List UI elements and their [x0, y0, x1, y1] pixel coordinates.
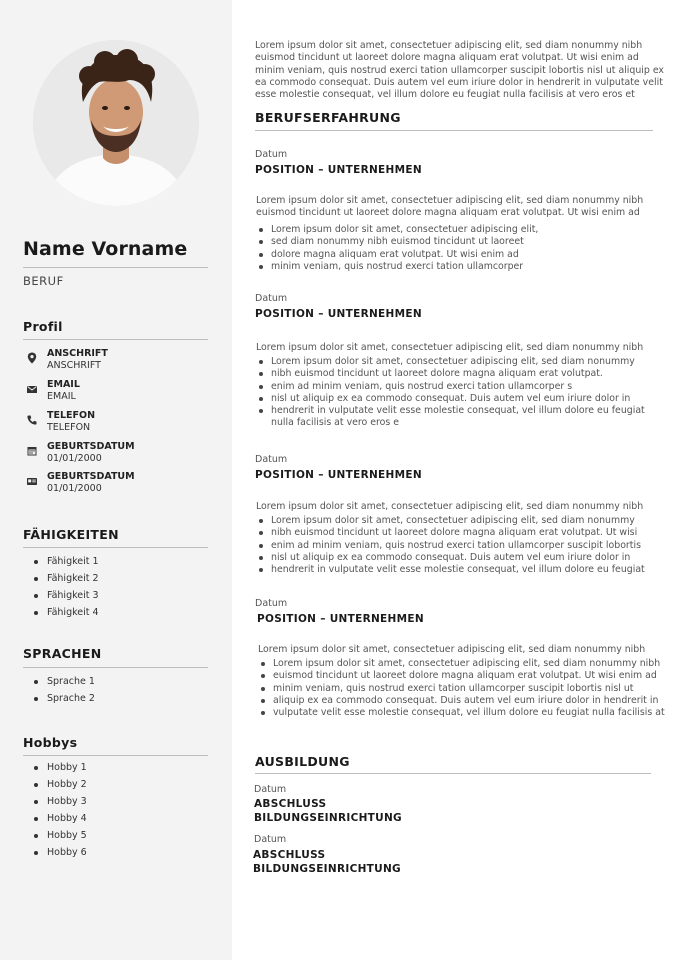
bullet-item: hendrerit in vulputate velit esse molestie consequat, vel illum dolore eu feugiat [259, 564, 669, 576]
bullet-item: aliquip ex ea commodo consequat. Duis autem vel eum iriure dolor in hendrerit in [261, 695, 671, 707]
divider [23, 547, 208, 548]
contact-value: TELEFON [47, 422, 91, 433]
divider [255, 130, 653, 131]
full-name: Name Vorname [23, 238, 188, 260]
bullet-item: Lorem ipsum dolor sit amet, consectetuer adipiscing elit, sed diam nonummy nibh [261, 658, 671, 670]
skills-heading: FÄHIGKEITEN [23, 527, 119, 542]
hobbies-heading: Hobbys [23, 735, 78, 750]
language-item: Sprache 2 [34, 690, 95, 707]
bullet-item: hendrerit in vulputate velit esse molestie consequat, vel illum dolore eu feugiat nulla facilisis at vero eros e [259, 405, 651, 430]
bullet-item: Lorem ipsum dolor sit amet, consectetuer adipiscing elit, sed diam nonummy [259, 356, 669, 368]
divider [23, 755, 208, 756]
divider [23, 267, 208, 268]
job-description: Lorem ipsum dolor sit amet, consectetuer adipiscing elit, sed diam nonummy nibh [258, 644, 646, 655]
hobby-item: Hobby 4 [34, 810, 87, 827]
hobby-item: Hobby 6 [34, 844, 87, 861]
skill-item: Fähigkeit 2 [34, 570, 99, 587]
job-position: POSITION – UNTERNEHMEN [255, 308, 422, 320]
skill-item: Fähigkeit 3 [34, 587, 99, 604]
contact-label: GEBURTSDATUM [47, 441, 135, 452]
education-entry [254, 797, 402, 825]
job-date: Datum [255, 598, 288, 609]
bullet-item: nibh euismod tincidunt ut laoreet dolore magna aliquam erat volutpat. [259, 368, 669, 380]
intro-paragraph: Lorem ipsum dolor sit amet, consectetuer adipiscing elit, sed diam nonummy nibh euismod tincidunt ut laoreet dolore magna aliquam erat volutpat. Ut wisi enim ad minim veniam, quis nostrud exerci tation ullamcorper suscipit lobortis nisl ut aliquip ex ea commodo consequat. Duis autem vel eum iriure dolor in hendrerit in vulputate velit esse molestie consequat, vel illum dolore eu feugiat nulla facilisis at vero eros et [255, 40, 664, 101]
languages-list [34, 673, 95, 707]
contact-label: EMAIL [47, 379, 80, 390]
bullet-item: minim veniam, quis nostrud exerci tation ullamcorper suscipit lobortis nisl ut [261, 683, 671, 695]
phone-icon [26, 411, 38, 423]
education-degree: ABSCHLUSS [253, 849, 326, 861]
job-bullets [259, 356, 669, 430]
bullet-item: sed diam nonummy nibh euismod tincidunt ut laoreet [259, 236, 669, 248]
education-date: Datum [254, 784, 287, 795]
contact-label: TELEFON [47, 410, 96, 421]
language-item: Sprache 1 [34, 673, 95, 690]
contact-label: ANSCHRIFT [47, 348, 108, 359]
divider [23, 339, 208, 340]
calendar-icon [26, 442, 38, 454]
education-date: Datum [254, 834, 287, 845]
bullet-item: nisl ut aliquip ex ea commodo consequat. Duis autem vel eum iriure dolor in [259, 552, 669, 564]
bullet-item: dolore magna aliquam erat volutpat. Ut wisi enim ad [259, 249, 669, 261]
job-description: Lorem ipsum dolor sit amet, consectetuer adipiscing elit, sed diam nonummy nibh euismod tincidunt ut laoreet dolore magna aliquam erat volutpat. Ut wisi enim ad [256, 195, 644, 219]
hobby-item: Hobby 1 [34, 759, 87, 776]
bullet-item: minim veniam, quis nostrud exerci tation ullamcorper [259, 261, 669, 273]
languages-heading: SPRACHEN [23, 646, 102, 661]
hobby-item: Hobby 3 [34, 793, 87, 810]
job-bullets [259, 515, 669, 576]
job-position: POSITION – UNTERNEHMEN [255, 469, 422, 481]
bullet-item: nibh euismod tincidunt ut laoreet dolore magna aliquam erat volutpat. Ut wisi [259, 527, 669, 539]
profile-heading: Profil [23, 319, 63, 334]
job-title: BERUF [23, 274, 64, 288]
contact-value: ANSCHRIFT [47, 360, 101, 371]
bullet-item: Lorem ipsum dolor sit amet, consectetuer adipiscing elit, sed diam nonummy [259, 515, 669, 527]
skill-item: Fähigkeit 1 [34, 553, 99, 570]
job-date: Datum [255, 293, 288, 304]
skills-list [34, 553, 99, 621]
id-card-icon [26, 472, 38, 484]
portrait-image [33, 40, 199, 206]
sidebar [0, 0, 232, 960]
hobby-item: Hobby 5 [34, 827, 87, 844]
job-position: POSITION – UNTERNEHMEN [257, 613, 424, 625]
profile-photo [33, 40, 199, 206]
education-institution: BILDUNGSEINRICHTUNG [253, 863, 401, 875]
job-date: Datum [255, 454, 288, 465]
divider [255, 773, 651, 774]
hobbies-list [34, 759, 87, 861]
bullet-item: enim ad minim veniam, quis nostrud exerci tation ullamcorper suscipit lobortis [259, 540, 669, 552]
divider [23, 667, 208, 668]
contact-label: GEBURTSDATUM [47, 471, 135, 482]
map-pin-icon [26, 349, 38, 361]
contact-value: 01/01/2000 [47, 483, 102, 494]
bullet-item: enim ad minim veniam, quis nostrud exerci tation ullamcorper s [259, 381, 669, 393]
contact-value: 01/01/2000 [47, 453, 102, 464]
job-position: POSITION – UNTERNEHMEN [255, 164, 422, 176]
job-description: Lorem ipsum dolor sit amet, consectetuer adipiscing elit, sed diam nonummy nibh [256, 501, 644, 512]
contact-value: EMAIL [47, 391, 76, 402]
education-institution: BILDUNGSEINRICHTUNG [254, 812, 402, 824]
experience-heading: BERUFSERFAHRUNG [255, 110, 401, 125]
bullet-item: vulputate velit esse molestie consequat, vel illum dolore eu feugiat nulla facilisis at [261, 707, 671, 719]
job-description: Lorem ipsum dolor sit amet, consectetuer adipiscing elit, sed diam nonummy nibh [256, 342, 644, 353]
skill-item: Fähigkeit 4 [34, 604, 99, 621]
job-bullets [259, 224, 669, 273]
job-date: Datum [255, 149, 288, 160]
hobby-item: Hobby 2 [34, 776, 87, 793]
education-degree: ABSCHLUSS [254, 798, 327, 810]
email-icon [26, 380, 38, 392]
bullet-item: Lorem ipsum dolor sit amet, consectetuer adipiscing elit, [259, 224, 669, 236]
job-bullets [261, 658, 671, 719]
bullet-item: euismod tincidunt ut laoreet dolore magna aliquam erat volutpat. Ut wisi enim ad [261, 670, 671, 682]
education-entry [253, 848, 401, 876]
education-heading: AUSBILDUNG [255, 754, 350, 769]
bullet-item: nisl ut aliquip ex ea commodo consequat. Duis autem vel eum iriure dolor in [259, 393, 669, 405]
